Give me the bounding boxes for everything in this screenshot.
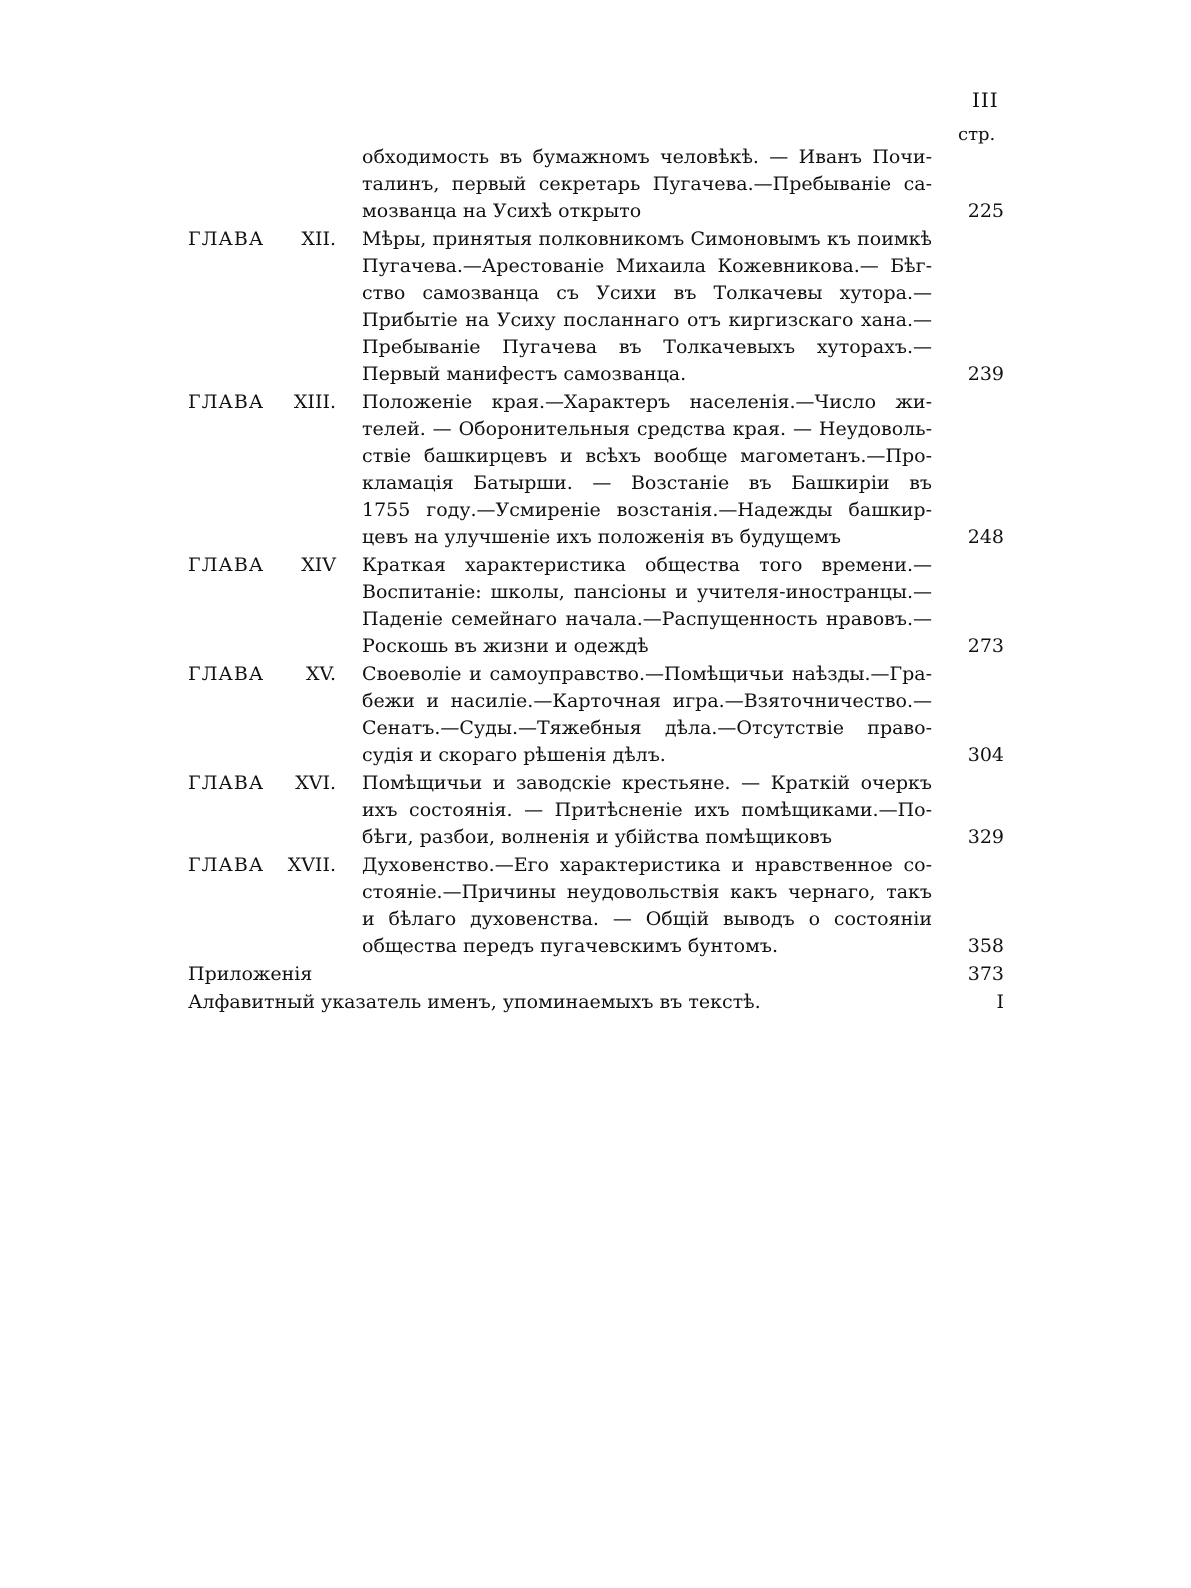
- entry-text-line: талинъ, первый секретарь Пугачева.—Пребываніе са-: [362, 173, 932, 195]
- entry-text-line: Первый манифестъ самозванца.: [362, 363, 687, 385]
- entry-text-line: кламація Батырши. — Возстаніе въ Башкиріи въ: [362, 472, 932, 494]
- chapter-numeral: XIV: [301, 554, 336, 576]
- entry-text-line: Прибытіе на Усиху посланнаго отъ киргизскаго хана.—: [362, 309, 932, 331]
- chapter-numeral: XVI.: [295, 772, 336, 794]
- entry-page: 358: [967, 935, 1004, 957]
- entry-page: 304: [967, 744, 1004, 766]
- entry-text-line: Пугачева.—Арестованіе Михаила Кожевникова.— Бѣг-: [362, 255, 932, 277]
- toc-entry-chapter-12: [188, 226, 1008, 388]
- entry-text-line: ихъ состоянія. — Притѣсненіе ихъ помѣщиками.—По-: [362, 799, 932, 821]
- chapter-label: ГЛАВА: [188, 228, 265, 250]
- entry-text-line: обходимость въ бумажномъ человѣкѣ. — Иванъ Почи-: [362, 146, 932, 168]
- entry-text-line: Положеніе края.—Характеръ населенія.—Число жи-: [362, 391, 932, 413]
- entry-text-line: ство самозванца съ Усихи въ Толкачевы хутора.—: [362, 282, 932, 304]
- pages-column-label: стр.: [958, 124, 996, 145]
- table-of-contents: [188, 144, 1008, 1017]
- entry-text-line: Помѣщичьи и заводскіе крестьяне. — Краткій очеркъ: [362, 772, 932, 794]
- appendix-label: Приложенія: [188, 963, 313, 985]
- chapter-numeral: XV.: [306, 663, 336, 685]
- entry-text-line: Сенатъ.—Суды.—Тяжебныя дѣла.—Отсутствіе право-: [362, 717, 932, 739]
- chapter-numeral: XII.: [301, 228, 336, 250]
- entry-text-line: судія и скораго рѣшенія дѣлъ.: [362, 744, 666, 766]
- entry-page: I: [996, 991, 1004, 1013]
- entry-text-line: общества передъ пугачевскимъ бунтомъ.: [362, 935, 778, 957]
- entry-text-line: мозванца на Усихѣ открыто: [362, 200, 642, 222]
- entry-text-line: бѣги, разбои, волненія и убійства помѣщиковъ: [362, 826, 832, 848]
- entry-page: 273: [967, 635, 1004, 657]
- entry-text-line: ствіе башкирцевъ и всѣхъ вообще магометанъ.—Про-: [362, 445, 932, 467]
- chapter-numeral: XIII.: [293, 391, 336, 413]
- entry-text-line: 1755 году.—Усмиреніе возстанія.—Надежды башкир-: [362, 499, 932, 521]
- entry-page: 225: [967, 200, 1004, 222]
- toc-entry-appendix: [188, 961, 1008, 988]
- entry-text-line: стояніе.—Причины неудовольствія какъ чернаго, такъ: [362, 881, 932, 903]
- entry-text-line: Пребываніе Пугачева въ Толкачевыхъ хуторахъ.—: [362, 336, 932, 358]
- page-number: III: [972, 88, 999, 112]
- toc-entry-chapter-15: [188, 661, 1008, 769]
- toc-entry-chapter-13: [188, 389, 1008, 551]
- toc-entry-chapter-17: [188, 852, 1008, 960]
- entry-text-line: цевъ на улучшеніе ихъ положенія въ будущемъ: [362, 526, 841, 548]
- entry-text-line: и бѣлаго духовенства. — Общій выводъ о состояніи: [362, 908, 932, 930]
- toc-entry-index: [188, 989, 1008, 1016]
- chapter-label: ГЛАВА: [188, 772, 265, 794]
- chapter-label: ГЛАВА: [188, 854, 265, 876]
- chapter-label: ГЛАВА: [188, 391, 265, 413]
- entry-page: 329: [967, 826, 1004, 848]
- index-label: Алфавитный указатель именъ, упоминаемыхъ въ текстѣ.: [188, 991, 761, 1013]
- entry-page: 248: [967, 526, 1004, 548]
- entry-text-line: Роскошь въ жизни и одеждѣ: [362, 635, 649, 657]
- toc-entry-continued: [188, 144, 1008, 225]
- entry-text-line: Краткая характеристика общества того времени.—: [362, 554, 932, 576]
- toc-entry-chapter-14: [188, 552, 1008, 660]
- entry-text-line: Мѣры, принятыя полковникомъ Симоновымъ къ поимкѣ: [362, 228, 932, 250]
- chapter-label: ГЛАВА: [188, 554, 265, 576]
- toc-entry-chapter-16: [188, 770, 1008, 851]
- entry-text-line: Паденіе семейнаго начала.—Распущенность нравовъ.—: [362, 608, 932, 630]
- entry-text-line: Духовенство.—Его характеристика и нравственное со-: [362, 854, 932, 876]
- entry-text-line: Воспитаніе: школы, пансіоны и учителя-иностранцы.—: [362, 581, 932, 603]
- entry-text-line: бежи и насиліе.—Карточная игра.—Взяточничество.—: [362, 690, 932, 712]
- chapter-numeral: XVII.: [287, 854, 336, 876]
- entry-text-line: Своеволіе и самоуправство.—Помѣщичьи наѣзды.—Гра-: [362, 663, 932, 685]
- entry-page: 239: [967, 363, 1004, 385]
- chapter-label: ГЛАВА: [188, 663, 265, 685]
- entry-text-line: телей. — Оборонительныя средства края. — Неудоволь-: [362, 418, 932, 440]
- entry-page: 373: [967, 963, 1004, 985]
